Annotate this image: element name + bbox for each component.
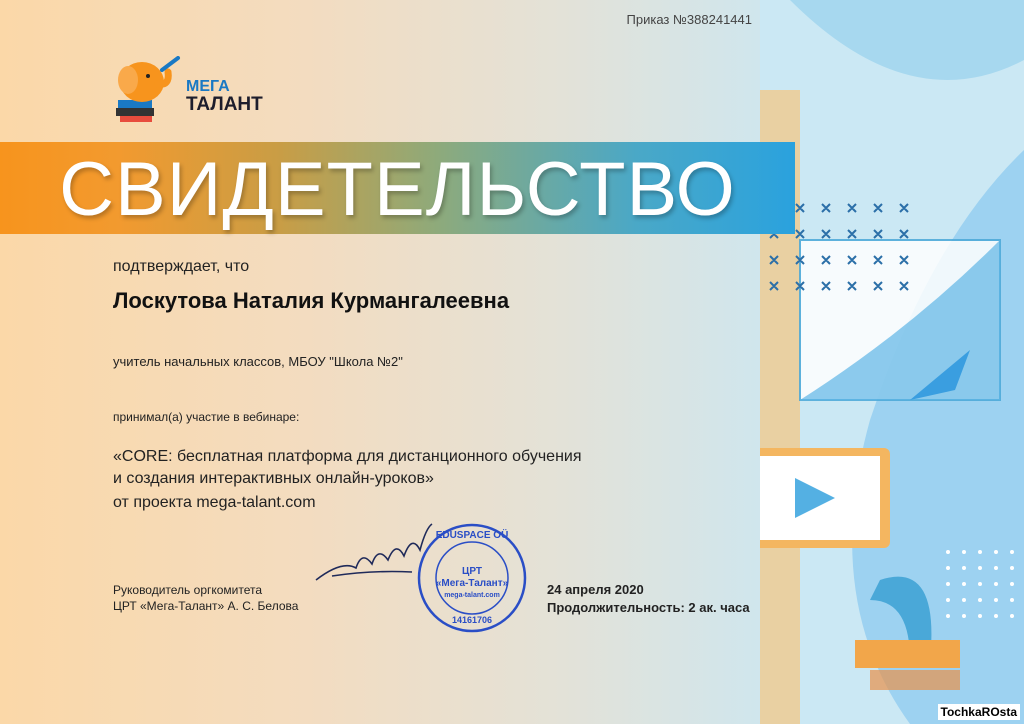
recipient-name: Лоскутова Наталия Курмангалеевна	[113, 288, 510, 313]
recipient-position: учитель начальных классов, МБОУ "Школа №2"	[113, 354, 403, 369]
order-number: Приказ №388241441	[626, 12, 752, 27]
watermark: TochkaROsta	[938, 704, 1020, 720]
organizer-block	[113, 582, 298, 614]
organizer-line2: ЦРТ «Мега-Талант» А. С. Белова	[113, 599, 299, 613]
logo-text	[186, 78, 263, 114]
webinar-title-line2: и создания интерактивных онлайн-уроков»	[113, 470, 434, 487]
issue-date: 24 апреля 2020	[547, 582, 644, 597]
stamp-code: 14161706	[451, 615, 493, 625]
dot-pattern	[944, 548, 1020, 624]
certificate-title: СВИДЕТЕЛЬСТВО	[59, 147, 736, 232]
logo-line2: ТАЛАНТ	[186, 94, 263, 115]
date-block	[547, 581, 750, 617]
stamp-center2: «Мега-Талант»	[435, 578, 509, 589]
webinar-title	[113, 446, 713, 490]
duration: Продолжительность: 2 ак. часа	[547, 600, 750, 615]
confirm-text: подтверждает, что	[113, 258, 250, 275]
stamp-center1: ЦРТ	[462, 566, 482, 577]
logo-line1: МЕГА	[186, 78, 230, 95]
organizer-line1: Руководитель оргкомитета	[113, 583, 263, 597]
webinar-title-line1: «CORE: бесплатная платформа для дистанционного обучения	[113, 448, 582, 465]
project-text: от проекта mega-talant.com	[113, 494, 316, 511]
participation-text: принимал(а) участие в вебинаре:	[113, 410, 300, 424]
stamp-url: mega-talant.com	[444, 592, 500, 599]
stamp-top: EDUSPACE OÜ	[435, 530, 509, 541]
